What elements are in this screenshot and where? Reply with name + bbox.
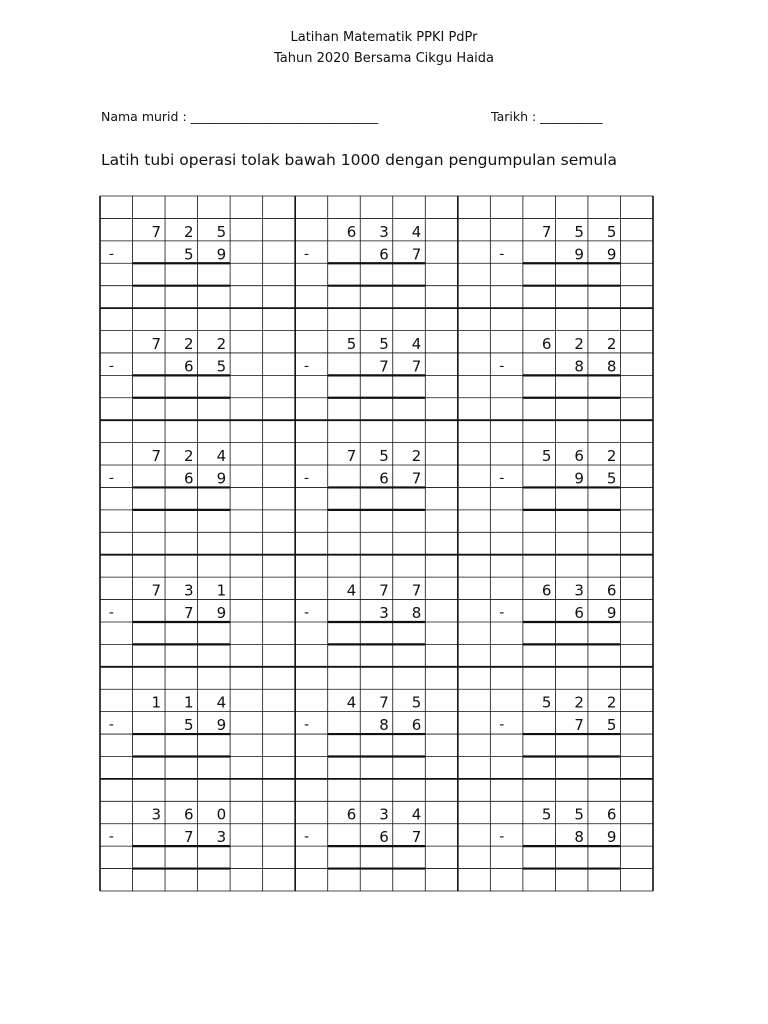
minuend-digit: 5 (541, 805, 552, 824)
subtrahend-digit: 9 (574, 469, 584, 488)
minuend-digit: 7 (346, 447, 357, 466)
minuend-digit: 4 (411, 805, 422, 824)
minuend-digit: 2 (184, 447, 194, 466)
worksheet-subtitle: Tahun 2020 Bersama Cikgu Haida (274, 51, 494, 66)
subtrahend-digit: 8 (574, 828, 584, 847)
minus-sign: - (499, 829, 505, 846)
minus-sign: - (304, 829, 310, 846)
subtrahend-digit: 5 (184, 245, 194, 264)
minuend-digit: 7 (151, 334, 162, 353)
date-field: Tarikh : __________ (491, 109, 603, 124)
minuend-digit: 6 (606, 581, 617, 600)
minuend-digit: 3 (379, 222, 389, 241)
subtrahend-digit: 6 (184, 357, 194, 376)
subtrahend-digit: 7 (411, 357, 422, 376)
subtrahend-digit: 9 (574, 245, 584, 264)
minuend-digit: 7 (411, 581, 422, 600)
subtrahend-digit: 7 (411, 469, 422, 488)
subtrahend-digit: 9 (606, 828, 617, 847)
grid-canvas (99, 195, 654, 893)
minuend-digit: 5 (541, 447, 552, 466)
worksheet-title: Latihan Matematik PPKI PdPr (290, 30, 478, 45)
minuend-digit: 6 (346, 222, 357, 241)
minuend-digit: 4 (346, 693, 357, 712)
minuend-digit: 7 (151, 222, 162, 241)
minuend-digit: 5 (379, 447, 389, 466)
worksheet-header (0, 27, 768, 69)
subtraction-grid (99, 195, 654, 893)
minuend-digit: 3 (379, 805, 389, 824)
minuend-digit: 2 (184, 222, 194, 241)
minus-sign: - (499, 470, 505, 487)
minuend-digit: 5 (379, 334, 389, 353)
minuend-digit: 5 (346, 334, 357, 353)
subtrahend-digit: 7 (574, 716, 584, 735)
minuend-digit: 2 (216, 334, 227, 353)
subtrahend-digit: 5 (606, 716, 617, 735)
subtrahend-digit: 9 (216, 469, 227, 488)
subtrahend-digit: 7 (379, 357, 389, 376)
minus-sign: - (108, 717, 114, 734)
minuend-digit: 2 (606, 693, 617, 712)
minuend-digit: 4 (411, 334, 422, 353)
minus-sign: - (108, 470, 114, 487)
minuend-digit: 3 (184, 581, 194, 600)
subtrahend-digit: 6 (574, 603, 584, 622)
minuend-digit: 1 (216, 581, 227, 600)
subtrahend-digit: 9 (606, 245, 617, 264)
subtrahend-digit: 6 (411, 716, 422, 735)
minuend-digit: 6 (606, 805, 617, 824)
subtrahend-digit: 8 (379, 716, 389, 735)
minuend-digit: 2 (574, 693, 584, 712)
minuend-digit: 4 (216, 447, 227, 466)
minus-sign: - (499, 246, 505, 263)
subtrahend-digit: 8 (606, 357, 617, 376)
subtrahend-digit: 7 (411, 245, 422, 264)
minuend-digit: 3 (151, 805, 162, 824)
minuend-digit: 4 (411, 222, 422, 241)
subtrahend-digit: 6 (379, 469, 389, 488)
minuend-digit: 2 (606, 447, 617, 466)
minuend-digit: 5 (411, 693, 422, 712)
instruction-text: Latih tubi operasi tolak bawah 1000 dengan pengumpulan semula (101, 151, 617, 169)
minuend-digit: 2 (184, 334, 194, 353)
minuend-digit: 5 (216, 222, 227, 241)
subtrahend-digit: 6 (379, 245, 389, 264)
minuend-digit: 6 (541, 334, 552, 353)
subtrahend-digit: 9 (216, 245, 227, 264)
student-name-field: Nama murid : ______________________________ (101, 109, 379, 124)
minuend-digit: 2 (574, 334, 584, 353)
minuend-digit: 6 (541, 581, 552, 600)
minuend-digit: 5 (541, 693, 552, 712)
minus-sign: - (108, 604, 114, 621)
subtrahend-digit: 5 (184, 716, 194, 735)
minus-sign: - (304, 604, 310, 621)
subtrahend-digit: 7 (411, 828, 422, 847)
subtrahend-digit: 5 (606, 469, 617, 488)
subtrahend-digit: 7 (184, 603, 194, 622)
minuend-digit: 1 (184, 693, 194, 712)
minuend-digit: 4 (346, 581, 357, 600)
minus-sign: - (304, 246, 310, 263)
minuend-digit: 7 (151, 581, 162, 600)
minuend-digit: 1 (151, 693, 162, 712)
minus-sign: - (108, 829, 114, 846)
subtrahend-digit: 7 (184, 828, 194, 847)
minus-sign: - (499, 358, 505, 375)
subtrahend-digit: 6 (184, 469, 194, 488)
minuend-digit: 7 (379, 581, 389, 600)
subtrahend-digit: 3 (216, 828, 227, 847)
minuend-digit: 3 (574, 581, 584, 600)
subtrahend-digit: 9 (216, 603, 227, 622)
subtrahend-digit: 8 (411, 603, 422, 622)
minuend-digit: 7 (151, 447, 162, 466)
minus-sign: - (499, 604, 505, 621)
minuend-digit: 2 (411, 447, 422, 466)
minuend-digit: 2 (606, 334, 617, 353)
subtrahend-digit: 8 (574, 357, 584, 376)
minuend-digit: 4 (216, 693, 227, 712)
minuend-digit: 6 (574, 447, 584, 466)
minus-sign: - (304, 470, 310, 487)
minus-sign: - (108, 358, 114, 375)
minuend-digit: 5 (574, 805, 584, 824)
minuend-digit: 7 (379, 693, 389, 712)
minuend-digit: 6 (184, 805, 194, 824)
minuend-digit: 0 (216, 805, 227, 824)
minus-sign: - (304, 717, 310, 734)
minuend-digit: 7 (541, 222, 552, 241)
minuend-digit: 5 (574, 222, 584, 241)
minuend-digit: 6 (346, 805, 357, 824)
subtrahend-digit: 6 (379, 828, 389, 847)
subtrahend-digit: 3 (379, 603, 389, 622)
minus-sign: - (304, 358, 310, 375)
subtrahend-digit: 9 (606, 603, 617, 622)
minus-sign: - (499, 717, 505, 734)
minuend-digit: 5 (606, 222, 617, 241)
subtrahend-digit: 5 (216, 357, 227, 376)
minus-sign: - (108, 246, 114, 263)
subtrahend-digit: 9 (216, 716, 227, 735)
